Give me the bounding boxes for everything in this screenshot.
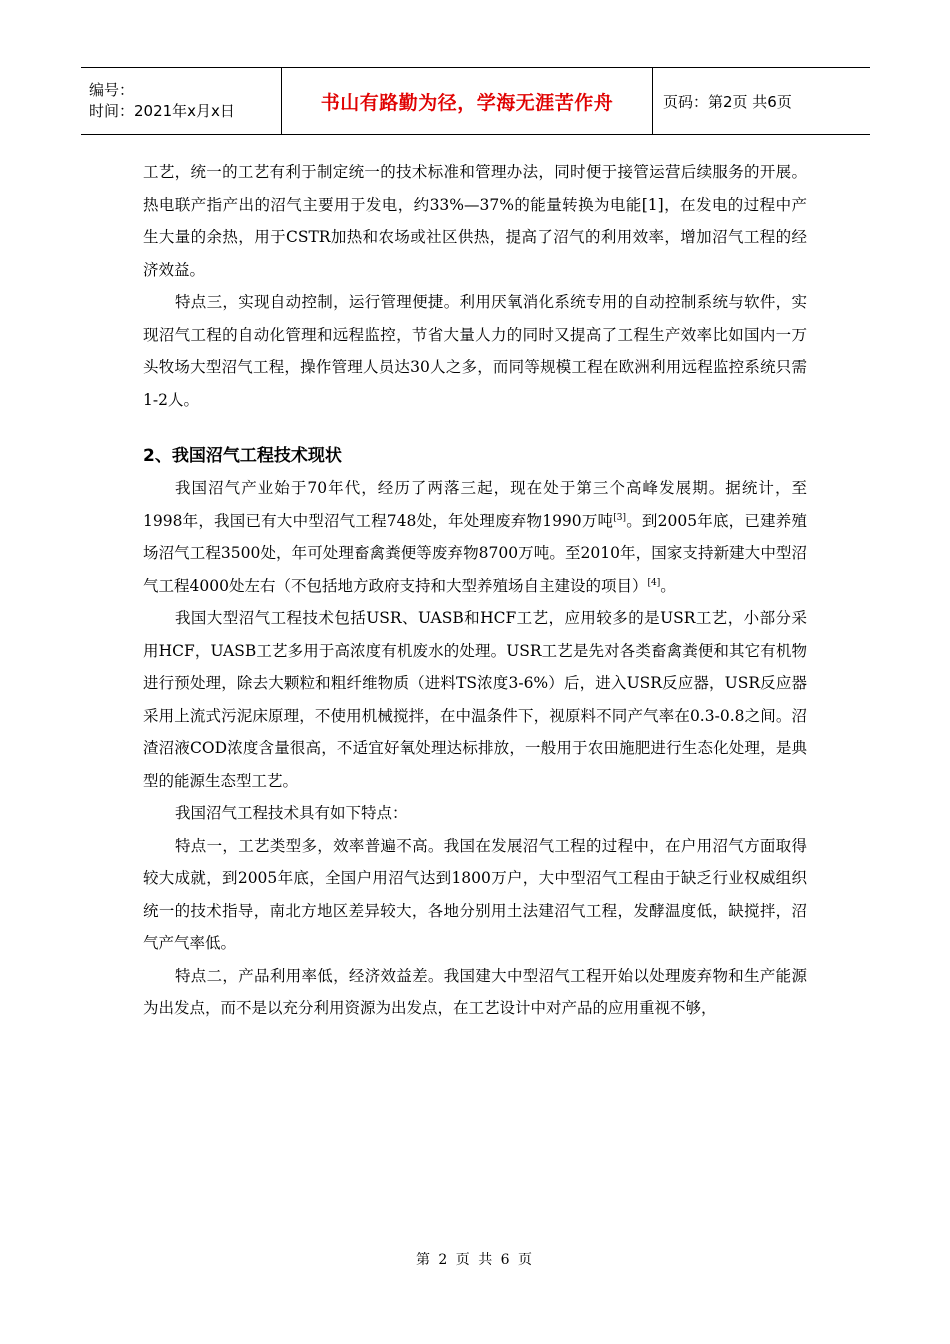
- paragraph-1: 工艺，统一的工艺有利于制定统一的技术标准和管理办法，同时便于接管运营后续服务的开展。热电联产指产出的沼气主要用于发电，约33%—37%的能量转换为电能[1]，在发电的过程中产生大量的余热，用于CSTR加热和农场或社区供热，提高了沼气的利用效率，增加沼气工程的经济效益。: [143, 163, 807, 279]
- motto-text: 书山有路勤为径，学海无涯苦作舟: [320, 91, 614, 114]
- page-header: [81, 67, 870, 135]
- paragraph-3: [143, 472, 807, 602]
- paragraph-3-part-2: 。到2005年底，已建养殖场沼气工程3500处，年可处理畜禽粪便等废弃物8700万吨。至2010年，国家支持新建大中型沼气工程4000处左右（不包括地方政府支持和大型养殖场自主建设的项目）: [143, 511, 807, 595]
- citation-4: [4]: [647, 577, 661, 588]
- footer-page-number: 第 2 页 共 6 页: [415, 1252, 535, 1268]
- page-number-label: 页码：第2页 共6页: [663, 92, 792, 111]
- page-footer: [0, 1249, 950, 1269]
- paragraph-5: 我国沼气工程技术具有如下特点：: [175, 804, 408, 822]
- paragraph-6: 特点一，工艺类型多，效率普遍不高。我国在发展沼气工程的过程中，在户用沼气方面取得较大成就，到2005年底，全国户用沼气达到1800万户，大中型沼气工程由于缺乏行业权威组织统一的技术指导，南北方地区差异较大，各地分别用土法建沼气工程，发酵温度低，缺搅拌，沼气产气率低。: [143, 836, 807, 952]
- section-heading: 2、我国沼气工程技术现状: [143, 446, 342, 466]
- paragraph-4: 我国大型沼气工程技术包括USR、UASB和HCF工艺，应用较多的是USR工艺，小部分采用HCF，UASB工艺多用于高浓度有机废水的处理。USR工艺是先对各类畜禽粪便和其它有机物进行预处理，除去大颗粒和粗纤维物质（进料TS浓度3-6%）后，进入USR反应器，USR反应器采用上流式污泥床原理，不使用机械搅拌，在中温条件下，视原料不同产气率在0.3-0.8之间。沼渣沼液COD浓度含量很高，不适宜好氧处理达标排放，一般用于农田施肥进行生态化处理，是典型的能源生态型工艺。: [143, 609, 807, 790]
- paragraph-2: 特点三，实现自动控制，运行管理便捷。利用厌氧消化系统专用的自动控制系统与软件，实现沼气工程的自动化管理和远程监控，节省大量人力的同时又提高了工程生产效率比如国内一万头牧场大型沼气工程，操作管理人员达30人之多，而同等规模工程在欧洲利用远程监控系统只需1-2人。: [143, 293, 807, 409]
- section-gap: [143, 416, 807, 440]
- header-meta: [81, 68, 281, 134]
- paragraph-3-part-3: 。: [660, 576, 676, 595]
- header-page-info: [653, 68, 870, 134]
- document-date-label: 时间：2021年x月x日: [89, 102, 235, 120]
- paragraph-7: 特点二，产品利用率低，经济效益差。我国建大中型沼气工程开始以处理废弃物和生产能源为出发点，而不是以充分利用资源为出发点，在工艺设计中对产品的应用重视不够，: [143, 966, 807, 1017]
- citation-3: [3]: [613, 512, 627, 523]
- header-motto: [281, 68, 653, 134]
- document-number-label: 编号：: [89, 81, 135, 99]
- paragraph-3-part-1: 我国沼气产业始于70年代，经历了两落三起，现在处于第三个高峰发展期。据统计，至1998年，我国已有大中型沼气工程748处，年处理废弃物1990万吨: [143, 479, 807, 530]
- document-body: [143, 156, 807, 1025]
